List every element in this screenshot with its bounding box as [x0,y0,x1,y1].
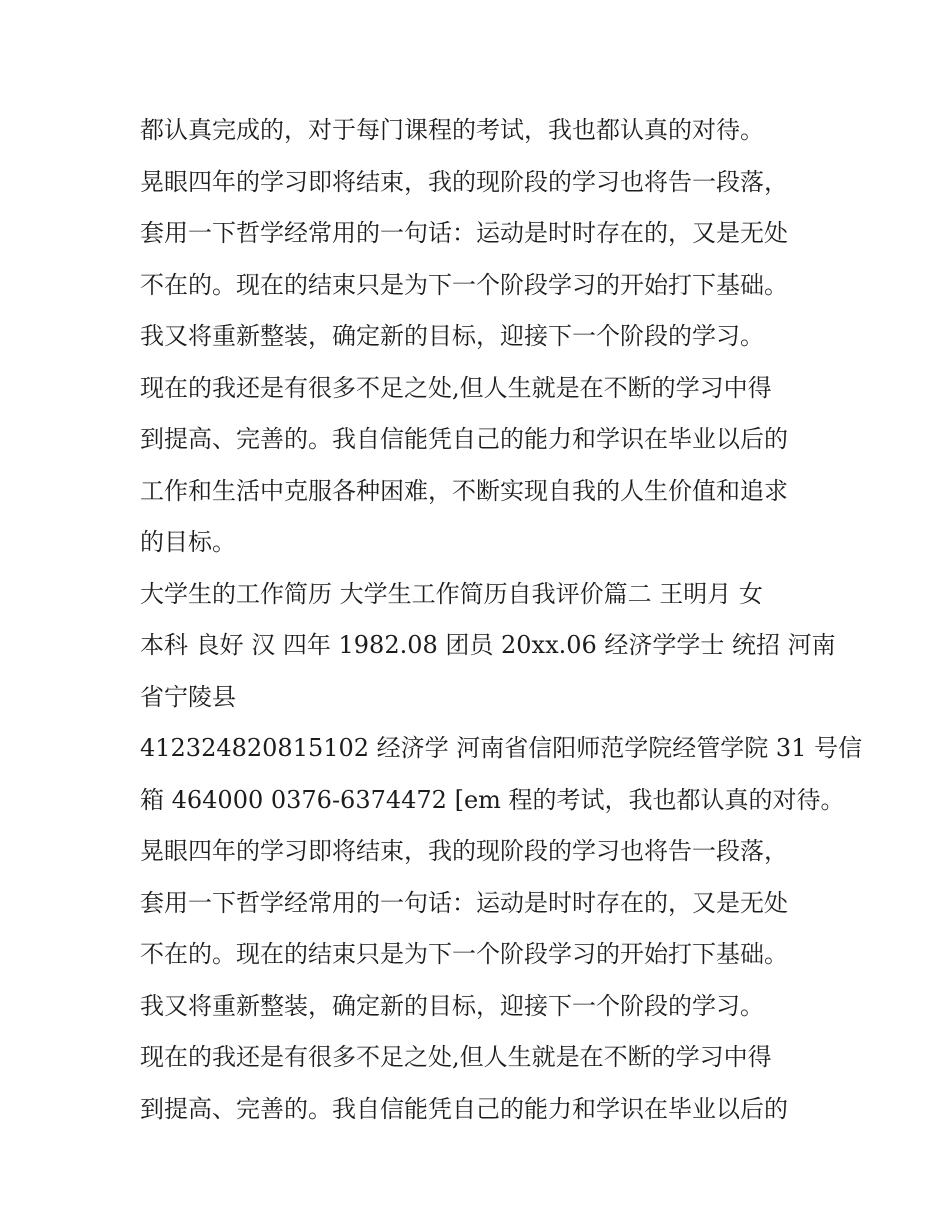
text-line-4: 不在的。现在的结束只是为下一个阶段学习的开始打下基础。 [140,270,788,299]
text-line-14: 箱 464000 0376-6374472 [em 程的考试，我也都认真的对待。 [140,785,845,814]
text-line-11: 本科 良好 汉 四年 1982.08 团员 20xx.06 经济学学士 统招 河南 [140,631,836,659]
text-line-20: 到提高、完善的。我自信能凭自己的能力和学识在毕业以后的 [140,1094,788,1123]
text-line-10: 大学生的工作简历 大学生工作简历自我评价篇二 王明月 女 [140,579,763,608]
text-line-16: 套用一下哲学经常用的一句话：运动是时时存在的，又是无处 [140,888,788,917]
text-line-9: 的目标。 [140,528,236,556]
text-line-6: 现在的我还是有很多不足之处,但人生就是在不断的学习中得 [140,373,772,402]
text-line-8: 工作和生活中克服各种困难，不断实现自我的人生价值和追求 [140,476,788,505]
text-line-5: 我又将重新整装，确定新的目标，迎接下一个阶段的学习。 [140,322,764,350]
text-line-18: 我又将重新整装，确定新的目标，迎接下一个阶段的学习。 [140,991,764,1020]
text-line-19: 现在的我还是有很多不足之处,但人生就是在不断的学习中得 [140,1043,772,1071]
text-line-3: 套用一下哲学经常用的一句话：运动是时时存在的，又是无处 [140,219,788,247]
text-line-13: 412324820815102 经济学 河南省信阳师范学院经管学院 31 号信 [140,734,863,762]
text-line-1: 都认真完成的，对于每门课程的考试，我也都认真的对待。 [140,116,764,144]
text-line-7: 到提高、完善的。我自信能凭自己的能力和学识在毕业以后的 [140,425,788,453]
document-body [140,108,863,1138]
text-line-15: 晃眼四年的学习即将结束，我的现阶段的学习也将告一段落， [140,837,788,865]
text-line-12: 省宁陵县 [140,682,236,711]
text-line-17: 不在的。现在的结束只是为下一个阶段学习的开始打下基础。 [140,940,788,968]
text-line-2: 晃眼四年的学习即将结束，我的现阶段的学习也将告一段落， [140,167,788,196]
